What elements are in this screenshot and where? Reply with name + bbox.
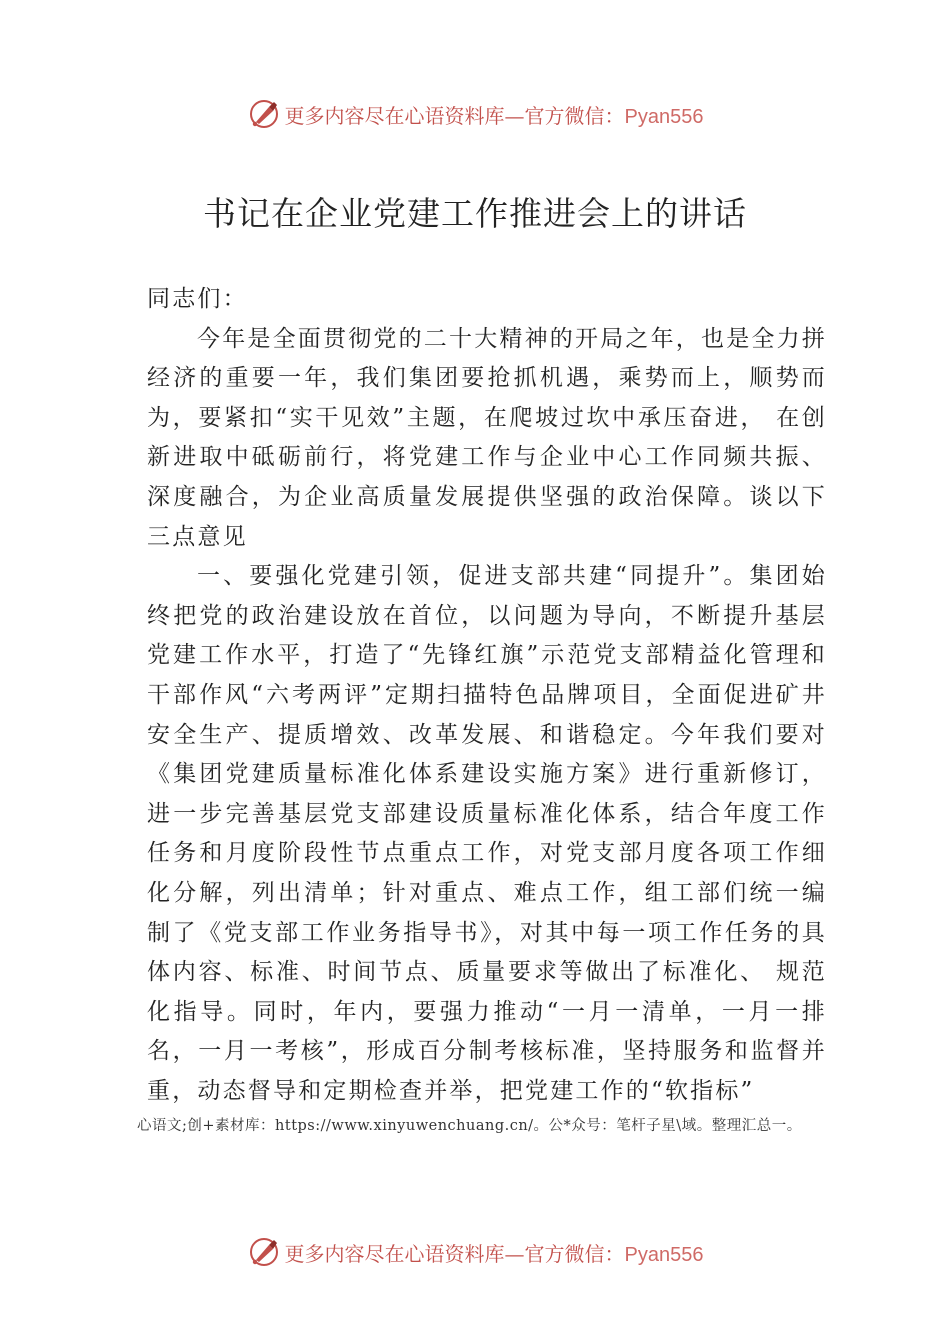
watermark-text: 更多内容尽在心语资料库—官方微信：Pyan556 [284, 103, 704, 128]
source-footnote: 心语文;创+素材库：https://www.xinyuwenchuang.cn/。公*众号：笔杆子星\域。整理汇总一。 [137, 1118, 802, 1134]
pen-nib-logo-icon [247, 1235, 281, 1269]
watermark-wechat-id: Pyan556 [624, 105, 704, 128]
document-title: 书记在企业党建工作推进会上的讲话 [203, 194, 747, 233]
watermark-text: 更多内容尽在心语资料库—官方微信：Pyan556 [284, 1241, 704, 1266]
watermark-wechat-id: Pyan556 [624, 1243, 704, 1266]
salutation: 同志们： [147, 286, 248, 312]
document-body [147, 280, 827, 1111]
header-watermark [0, 94, 950, 134]
footer-watermark [0, 1232, 950, 1272]
pen-nib-logo-icon [247, 97, 281, 131]
paragraph-intro: 今年是全面贯彻党的二十大精神的开局之年，也是全力拼经济的重要一年，我们集团要抢抓机遇，乘势而上，顺势而为，要紧扣“实干见效”主题，在爬坡过坎中承压奋进， 在创新进取中砥砺前行，将党建工作与企业中心工作同频共振、深度融合，为企业高质量发展提供坚强的政治保障。谈以下三点意见 [147, 325, 827, 550]
paragraph-point-one: 一、要强化党建引领，促进支部共建“同提升”。集团始终把党的政治建设放在首位，以问题为导向，不断提升基层党建工作水平，打造了“先锋红旗”示范党支部精益化管理和干部作风“六考两评”定期扫描特色品牌项目，全面促进矿井安全生产、提质增效、改革发展、和谐稳定。今年我们要对《集团党建质量标准化体系建设实施方案》进行重新修订，进一步完善基层党支部建设质量标准化体系，结合年度工作任务和月度阶段性节点重点工作，对党支部月度各项工作细化分解，列出清单；针对重点、难点工作，组工部们统一编制了《党支部工作业务指导书》，对其中每一项工作任务的具体内容、标准、时间节点、质量要求等做出了标准化、 规范化指导。同时，年内，要强力推动“一月一清单，一月一排名，一月一考核”，形成百分制考核标准，坚持服务和监督并重，动态督导和定期检查并举，把党建工作的“软指标” [147, 563, 827, 1104]
